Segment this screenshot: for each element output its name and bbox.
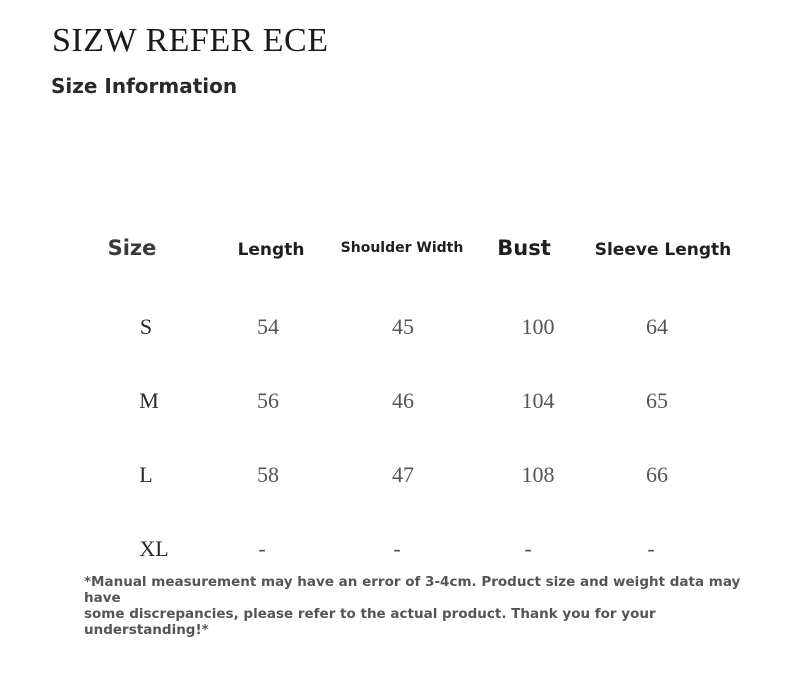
cell-size-xl: XL — [139, 536, 169, 561]
cell-sleeve-m: 65 — [646, 388, 668, 413]
header-sleeve-length: Sleeve Length — [594, 240, 732, 260]
cell-length-xl: - — [258, 536, 266, 561]
page-title: SIZW REFER ECE — [52, 22, 329, 59]
header-size: Size — [107, 236, 157, 260]
cell-sleeve-l: 66 — [646, 462, 668, 487]
cell-length-s: 54 — [257, 314, 279, 339]
cell-shoulder-m: 46 — [392, 388, 414, 413]
header-length: Length — [237, 240, 305, 260]
disclaimer-line-1: *Manual measurement may have an error of 3-4cm. Product size and weight data may have — [84, 574, 741, 606]
cell-bust-m: 104 — [521, 388, 555, 413]
cell-bust-xl: - — [524, 536, 532, 561]
measurement-disclaimer — [84, 574, 744, 638]
cell-bust-s: 100 — [521, 314, 555, 339]
cell-size-l: L — [139, 462, 153, 487]
cell-shoulder-l: 47 — [392, 462, 414, 487]
cell-length-m: 56 — [257, 388, 279, 413]
cell-sleeve-xl: - — [647, 536, 655, 561]
page-subtitle: Size Information — [51, 74, 238, 98]
cell-shoulder-s: 45 — [392, 314, 414, 339]
cell-size-s: S — [139, 314, 153, 339]
header-bust: Bust — [497, 236, 551, 260]
header-shoulder-width: Shoulder Width — [340, 240, 464, 256]
cell-bust-l: 108 — [521, 462, 555, 487]
cell-length-l: 58 — [257, 462, 279, 487]
cell-shoulder-xl: - — [393, 536, 401, 561]
cell-size-m: M — [139, 388, 159, 413]
cell-sleeve-s: 64 — [646, 314, 668, 339]
disclaimer-line-2: some discrepancies, please refer to the actual product. Thank you for your understanding!* — [84, 606, 656, 638]
